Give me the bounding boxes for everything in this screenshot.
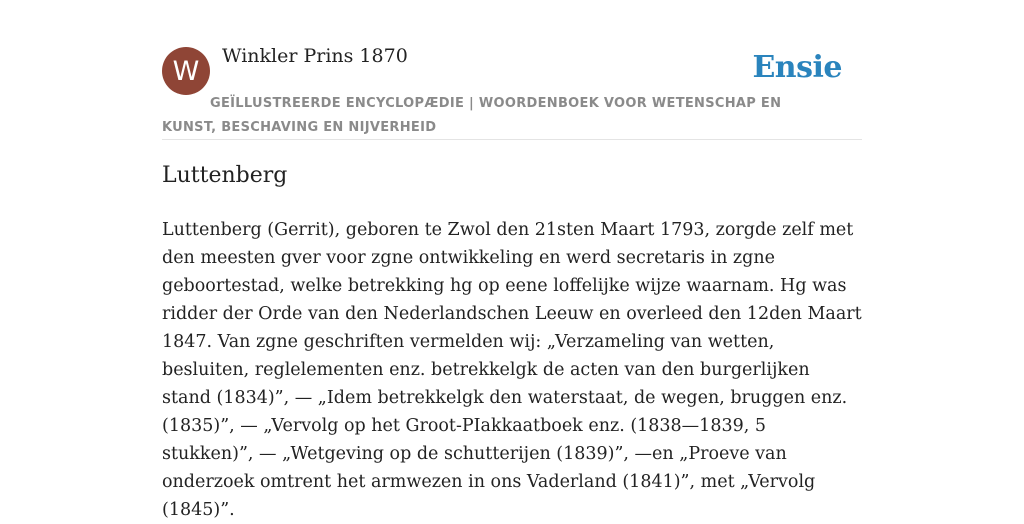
entry-title: Luttenberg (162, 163, 288, 188)
avatar[interactable]: W (162, 47, 210, 95)
divider (162, 139, 862, 140)
brand-logo[interactable]: Ensie (752, 50, 842, 85)
source-subtitle: GEÏLLUSTREERDE ENCYCLOPÆDIE | WOORDENBOEK VOOR WETENSCHAP EN KUNST, BESCHAVING EN NIJVERHEID (162, 96, 782, 135)
entry-body: Luttenberg (Gerrit), geboren te Zwol den 21sten Maart 1793, zorgde zelf met den meesten gver voor zgne ontwikkeling en werd secretaris in zgne geboortestad, welke betrekking hg op eene loffelijke wijze waarnam. Hg was ridder der Orde van den Nederlandschen Leeuw en overleed den 12den Maart 1847. Van zgne geschriften vermelden wij: „Verzameling van wetten, besluiten, reglelementen enz. betrekkelgk de acten van den burgerlijken stand (1834)”, — „Idem betrekkelgk den waterstaat, de wegen, bruggen enz. (1835)”, — „Vervolg op het Groot-PIakkaatboek enz. (1838—1839, 5 stukken)”, — „Wetgeving op de schutterijen (1839)”, —en „Proeve van onderzoek omtrent het armwezen in ons Vaderland (1841)”, met „Vervolg (1845)”. (162, 220, 862, 520)
source-title[interactable]: Winkler Prins 1870 (222, 45, 408, 67)
